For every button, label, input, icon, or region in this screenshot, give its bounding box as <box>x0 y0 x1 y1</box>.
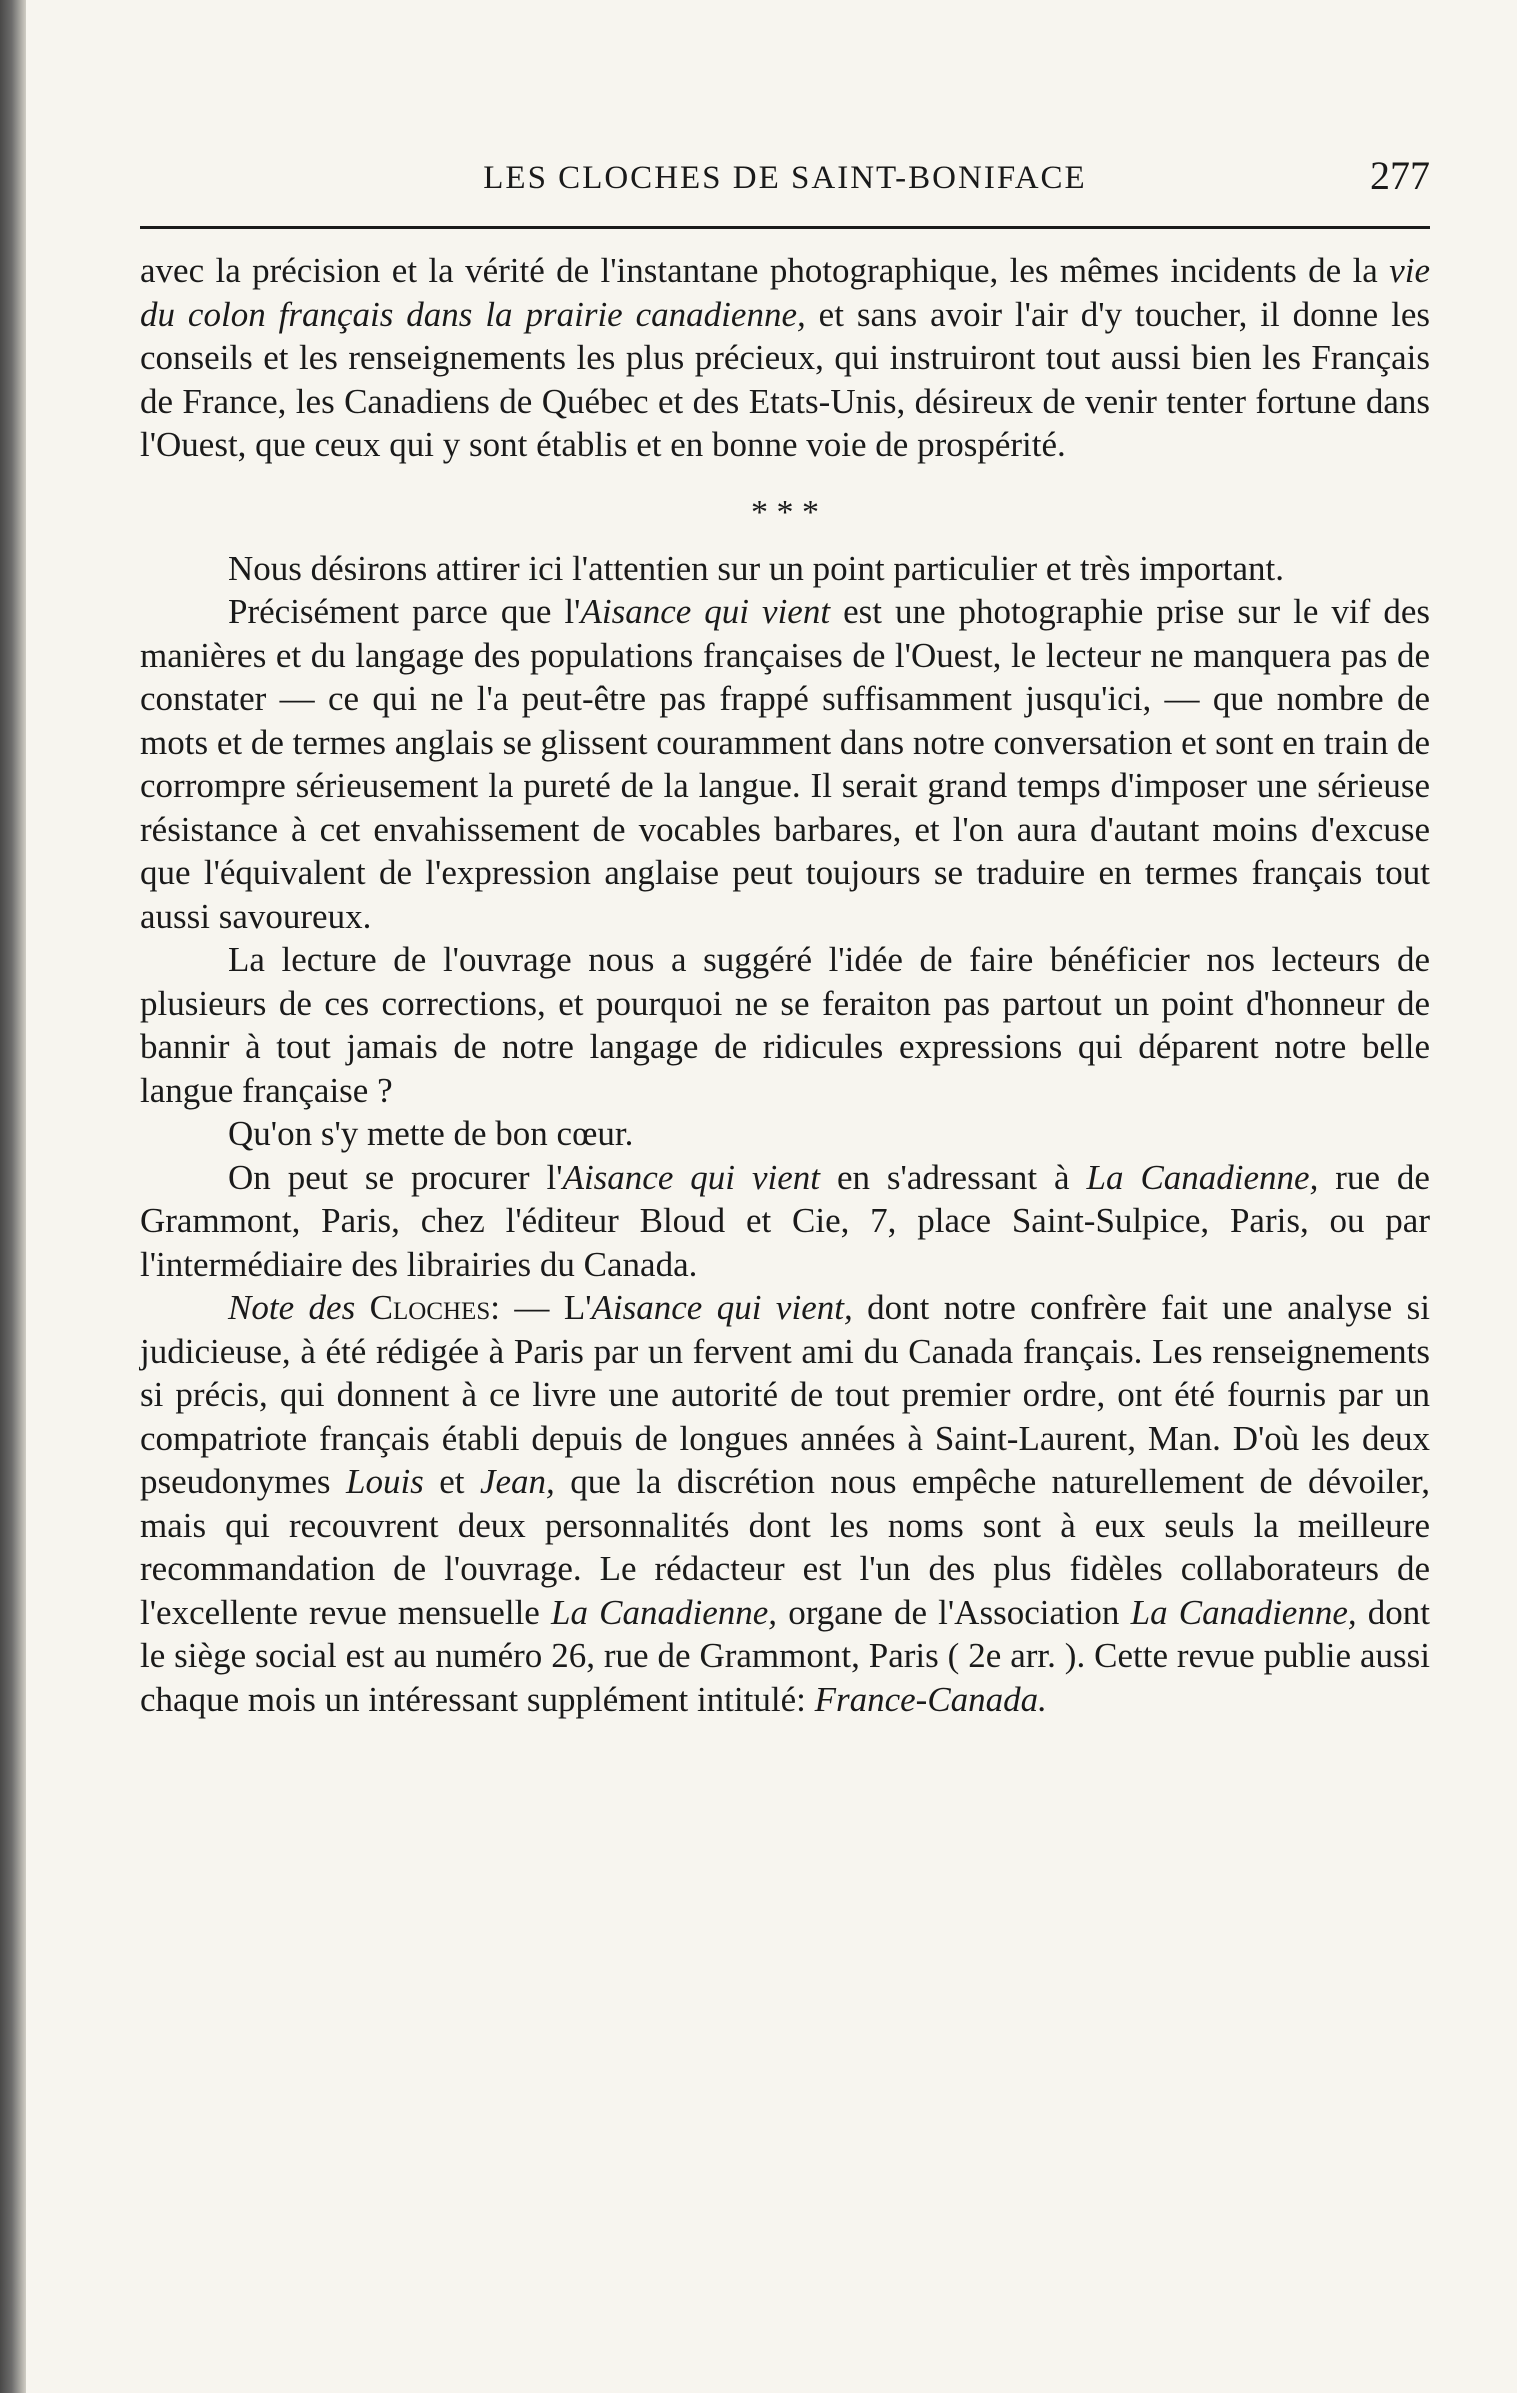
paragraph-5: Qu'on s'y mette de bon cœur. <box>228 1114 634 1153</box>
note-italic-4: La Canadienne, <box>551 1592 778 1632</box>
header-rule <box>140 226 1430 229</box>
note-text-5: organe de l'Association <box>777 1592 1131 1632</box>
editor-note <box>140 1286 1430 1721</box>
paragraph-1-text-a: avec la précision et la vérité de l'instantane photographique, les mêmes incidents de la <box>140 251 1390 290</box>
paragraph-6-italic-a: Aisance qui vient <box>562 1157 820 1197</box>
note-text-6: dont le siège social est au numéro 26, rue de Grammont, Paris ( 2e arr. ). Cette revue publie aussi chaque mois un intéressant supplément intitulé: <box>140 1592 1431 1719</box>
note-italic-1: Aisance qui vient, <box>591 1288 853 1327</box>
paragraph-3 <box>140 590 1430 938</box>
page-body <box>140 249 1430 1721</box>
paragraph-6-text-c: rue de Grammont, Paris, chez l'éditeur Bloud et Cie, 7, place Saint-Sulpice, Paris, ou par l'intermédiaire des librairies du Canada. <box>140 1157 1430 1284</box>
note-label-smallcaps: Cloches <box>355 1288 491 1327</box>
note-italic-2: Louis <box>345 1462 424 1501</box>
page-spine-shadow <box>0 0 26 2393</box>
running-title: LES CLOCHES DE SAINT-BONIFACE <box>483 160 1087 196</box>
paragraph-6-text-b: en s'adressant à <box>820 1157 1087 1197</box>
paragraph-1-italic: vie du colon français dans la prairie canadienne, <box>140 251 1430 334</box>
paragraph-4: La lecture de l'ouvrage nous a suggéré l'idée de faire bénéficier nos lecteurs de plusieurs de ces corrections, et pourquoi ne se feraiton pas partout un point d'honneur de bannir à tout jamais de notre langage de ridicules expressions qui déparent notre belle langue française ? <box>140 940 1430 1110</box>
paragraph-3-italic: Aisance qui vient <box>580 592 831 631</box>
note-text-3: et <box>423 1462 480 1501</box>
paragraph-3-text-a: Précisément parce que l' <box>228 592 581 631</box>
paragraph-6-italic-b: La Canadienne, <box>1086 1157 1319 1197</box>
note-text-1: : — L' <box>490 1288 592 1327</box>
note-label-italic: Note des <box>228 1288 356 1327</box>
paragraph-1 <box>140 249 1430 467</box>
note-italic-5: La Canadienne, <box>1130 1592 1357 1632</box>
note-italic-3: Jean, <box>479 1462 555 1501</box>
page-number: 277 <box>1370 153 1430 198</box>
note-italic-6: France-Canada. <box>814 1679 1047 1719</box>
book-page <box>140 140 1430 1721</box>
asterism-separator: * * * <box>751 493 819 531</box>
paragraph-3-text-b: est une photographie prise sur le vif des manières et du langage des populations françaises de l'Ouest, le lecteur ne manquera pas de constater — ce qui ne l'a peut-être pas frappé suffisamment jusqu'ici, — que nombre de mots et de termes anglais se glissent couramment dans notre conversation et sont en train de corrompre sérieusement la pureté de la langue. Il serait grand temps d'imposer une sérieuse résistance à cet envahissement de vocables barbares, et l'on aura d'autant moins d'excuse que l'équivalent de l'expression anglaise peut toujours se traduire en termes français tout aussi savoureux. <box>140 592 1430 936</box>
paragraph-6 <box>140 1156 1430 1287</box>
note-text-4: que la discrétion nous empêche naturellement de dévoiler, mais qui recouvrent deux personnalités dont les noms sont à eux seuls la meilleure recommandation de l'ouvrage. Le rédacteur est l'un des plus fidèles collaborateurs de l'excellente revue mensuelle <box>140 1462 1431 1632</box>
note-text-2: dont notre confrère fait une analyse si judicieuse, à été rédigée à Paris par un fervent ami du Canada français. Les renseignements si précis, qui donnent à ce livre une autorité de tout premier ordre, ont été fournis par un compatriote français établi depuis de longues années à Saint-Laurent, Man. D'où les deux pseudonymes <box>140 1288 1430 1501</box>
page-header <box>140 140 1430 204</box>
paragraph-1-text-b: et sans avoir l'air d'y toucher, il donne les conseils et les renseignements les plus précieux, qui instruiront tout aussi bien les Français de France, les Canadiens de Québec et des Etats-Unis, désireux de venir tenter fortune dans l'Ouest, que ceux qui y sont établis et en bonne voie de prospérité. <box>140 294 1430 464</box>
paragraph-2: Nous désirons attirer ici l'attentien sur un point particulier et très important. <box>228 548 1285 588</box>
paragraph-6-text-a: On peut se procurer l' <box>228 1157 563 1197</box>
